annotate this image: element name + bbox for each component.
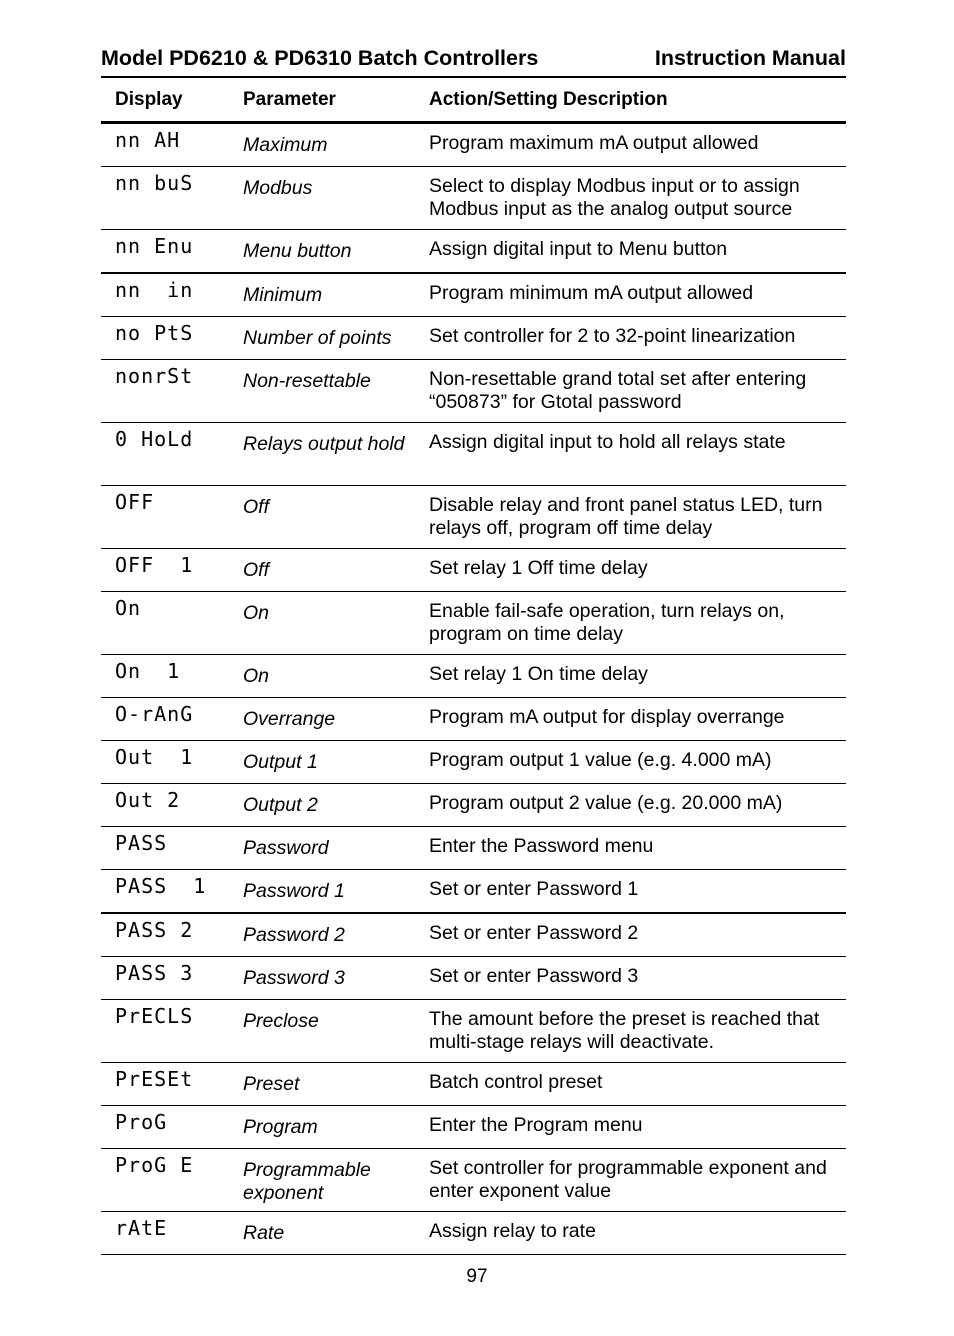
parameter-name: Output 2 <box>243 794 318 816</box>
display-code: nn buS <box>115 171 194 195</box>
display-code: PrESEt <box>115 1067 194 1091</box>
parameter-name: Modbus <box>243 177 313 199</box>
table-row <box>101 549 846 592</box>
action-description: Program output 2 value (e.g. 20.000 mA) <box>429 792 783 814</box>
display-code: no PtS <box>115 321 194 345</box>
column-header-description: Action/Setting Description <box>429 89 668 110</box>
action-description: Set or enter Password 1 <box>429 878 639 900</box>
table-row <box>101 317 846 360</box>
header-manual-label: Instruction Manual <box>654 46 846 70</box>
table-row <box>101 698 846 741</box>
table-row <box>101 1149 846 1212</box>
table-row <box>101 914 846 957</box>
page-number: 97 <box>466 1266 488 1287</box>
display-code: ProG <box>115 1110 168 1134</box>
table-row <box>101 1106 846 1149</box>
action-description: Set relay 1 On time delay <box>429 663 648 685</box>
parameter-name: Menu button <box>243 240 352 262</box>
action-description: Program minimum mA output allowed <box>429 282 754 304</box>
action-description: Disable relay and front panel status LED, turn relays off, program off time delay <box>429 494 823 539</box>
table-row <box>101 423 846 486</box>
parameter-table <box>101 81 846 1255</box>
parameter-name: Password 2 <box>243 924 345 946</box>
table-row <box>101 592 846 655</box>
table-row <box>101 784 846 827</box>
action-description: Program maximum mA output allowed <box>429 132 759 154</box>
parameter-name: Program <box>243 1116 318 1138</box>
parameter-name: Password <box>243 837 329 859</box>
action-description: Set controller for 2 to 32-point linearization <box>429 325 796 347</box>
table-row <box>101 655 846 698</box>
display-code: nn AH <box>115 128 181 152</box>
table-row <box>101 230 846 274</box>
parameter-name: Preset <box>243 1073 300 1095</box>
column-header-parameter: Parameter <box>243 89 336 110</box>
action-description: Assign relay to rate <box>429 1220 596 1242</box>
action-description: Program output 1 value (e.g. 4.000 mA) <box>429 749 772 771</box>
action-description: Enter the Password menu <box>429 835 654 857</box>
parameter-name: Overrange <box>243 708 336 730</box>
display-code: OFF 1 <box>115 553 194 577</box>
display-code: 0 HoLd <box>115 427 194 451</box>
table-row <box>101 1000 846 1063</box>
table-row <box>101 274 846 317</box>
display-code: PrECLS <box>115 1004 194 1028</box>
parameter-name: Relays output hold <box>243 433 405 455</box>
parameter-name: On <box>243 665 270 687</box>
action-description: Non-resettable grand total set after entering “050873” for Gtotal password <box>429 368 807 413</box>
table-row <box>101 957 846 1000</box>
display-code: rAtE <box>115 1216 168 1240</box>
table-row <box>101 827 846 870</box>
action-description: Enable fail-safe operation, turn relays on, program on time delay <box>429 600 785 645</box>
header-title: Model PD6210 & PD6310 Batch Controllers <box>101 46 539 70</box>
parameter-name: Programmable exponent <box>243 1159 371 1204</box>
action-description: Assign digital input to Menu button <box>429 238 728 260</box>
parameter-name: Non-resettable <box>243 370 371 392</box>
display-code: PASS 3 <box>115 961 194 985</box>
display-code: nonrSt <box>115 364 194 388</box>
page-header <box>101 44 846 78</box>
parameter-name: Minimum <box>243 284 323 306</box>
table-row <box>101 124 846 167</box>
parameter-name: Output 1 <box>243 751 318 773</box>
display-code: OFF <box>115 490 155 514</box>
table-row <box>101 870 846 914</box>
display-code: PASS <box>115 831 168 855</box>
display-code: On 1 <box>115 659 181 683</box>
table-row <box>101 167 846 230</box>
table-row <box>101 741 846 784</box>
display-code: PASS 1 <box>115 874 207 898</box>
action-description: Batch control preset <box>429 1071 603 1093</box>
display-code: ProG E <box>115 1153 194 1177</box>
parameter-name: Preclose <box>243 1010 319 1032</box>
action-description: Set relay 1 Off time delay <box>429 557 648 579</box>
parameter-name: Maximum <box>243 134 328 156</box>
table-row <box>101 486 846 549</box>
display-code: Out 2 <box>115 788 181 812</box>
display-code: PASS 2 <box>115 918 194 942</box>
action-description: Program mA output for display overrange <box>429 706 785 728</box>
display-code: O-rAnG <box>115 702 194 726</box>
column-header-display: Display <box>115 89 183 110</box>
display-code: nn Enu <box>115 234 194 258</box>
table-row <box>101 1212 846 1255</box>
display-code: nn in <box>115 278 194 302</box>
display-code: Out 1 <box>115 745 194 769</box>
parameter-name: Number of points <box>243 327 392 349</box>
action-description: Select to display Modbus input or to assign Modbus input as the analog output source <box>429 175 800 220</box>
action-description: Set or enter Password 3 <box>429 965 639 987</box>
parameter-name: Password 3 <box>243 967 345 989</box>
action-description: Set controller for programmable exponent and enter exponent value <box>429 1157 827 1202</box>
display-code: On <box>115 596 142 620</box>
parameter-name: Password 1 <box>243 880 345 902</box>
action-description: Assign digital input to hold all relays state <box>429 431 786 453</box>
table-row <box>101 1063 846 1106</box>
parameter-name: On <box>243 602 270 624</box>
parameter-name: Off <box>243 559 270 581</box>
action-description: Enter the Program menu <box>429 1114 643 1136</box>
parameter-name: Off <box>243 496 270 518</box>
table-header-row <box>101 81 846 124</box>
action-description: Set or enter Password 2 <box>429 922 639 944</box>
parameter-name: Rate <box>243 1222 285 1244</box>
table-row <box>101 360 846 423</box>
action-description: The amount before the preset is reached that multi-stage relays will deactivate. <box>429 1008 820 1053</box>
